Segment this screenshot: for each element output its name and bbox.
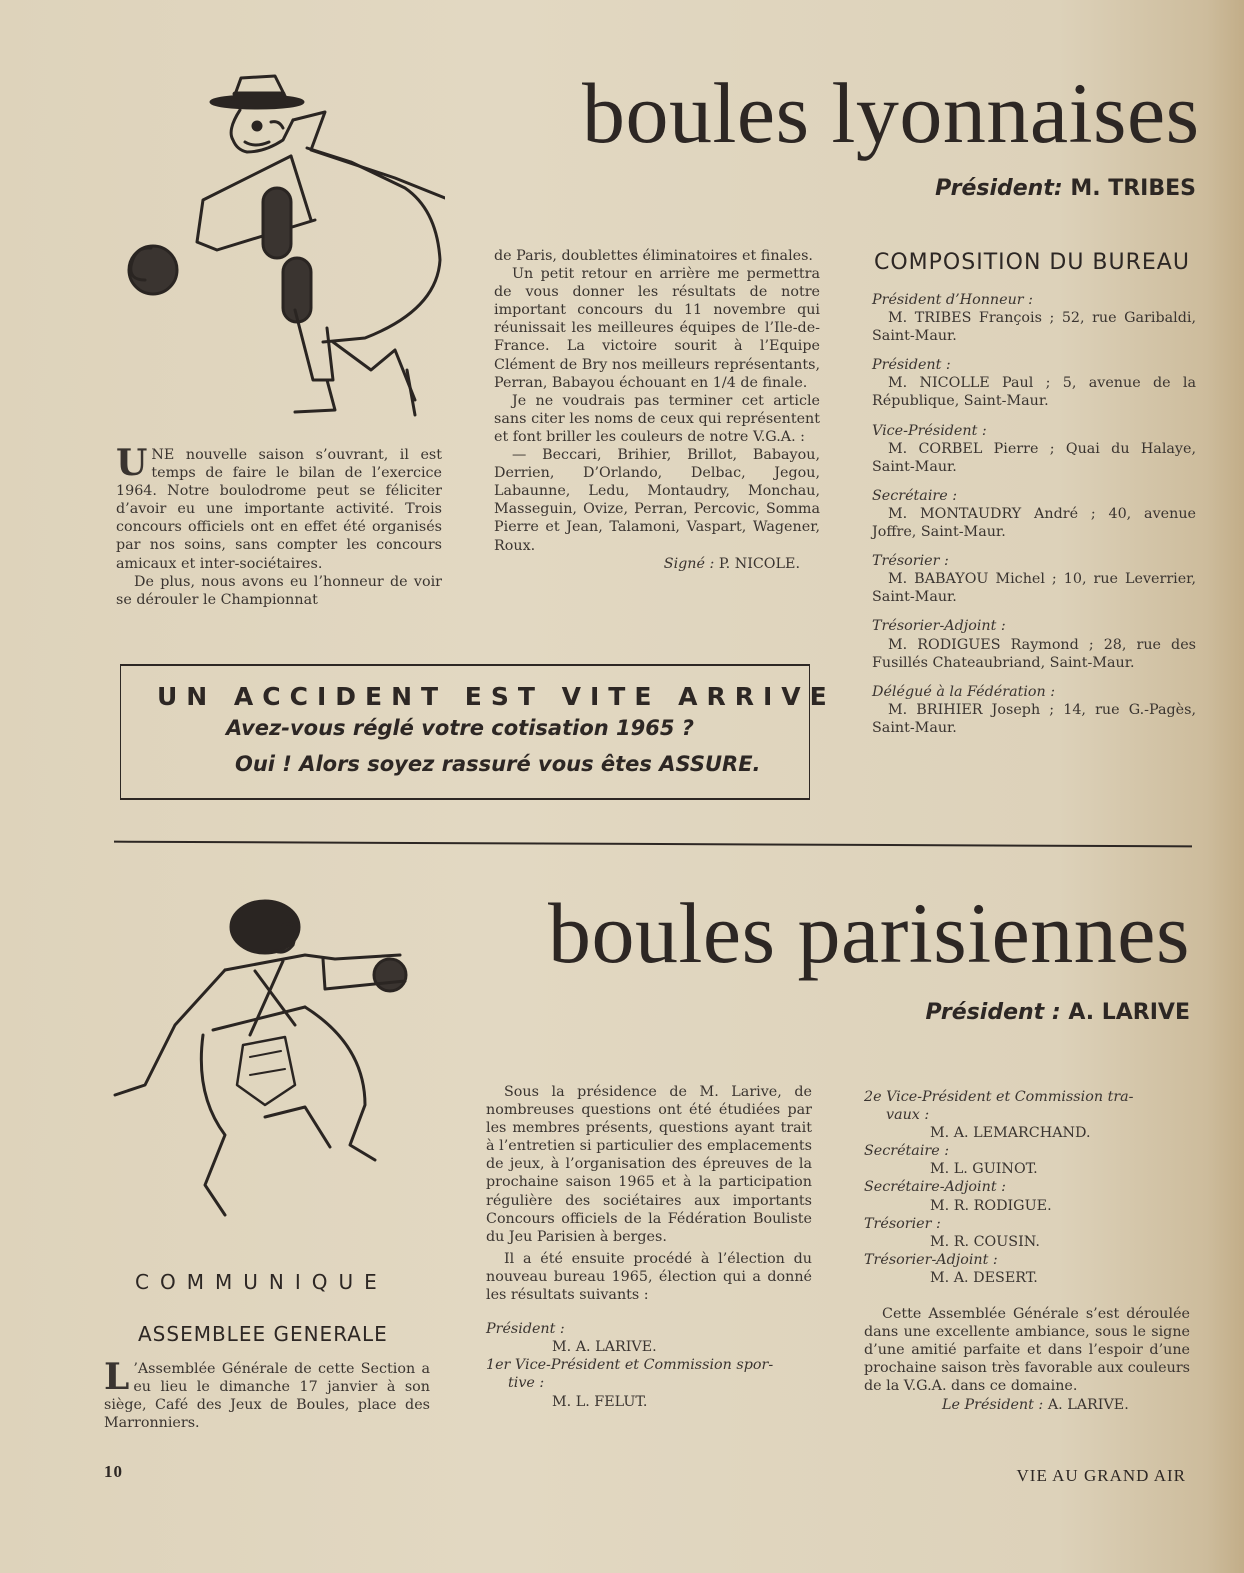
parisiennes-president — [925, 1000, 1190, 1025]
continuation-paragraph: de Paris, doublettes éliminatoires et finales. — [494, 248, 813, 264]
thanks-paragraph: Je ne voudrais pas terminer cet article sans citer les noms de ceux qui représentent et font briller les couleurs de notre V.G.A. : — [494, 392, 820, 445]
names-paragraph: — Beccari, Brihier, Brillot, Babayou, Derrien, D’Orlando, Delbac, Jegou, Labaunne, Ledu, Montaudry, Monchau, Masseguin, Ovize, Perran, Percovic, Somma Pierre et Jean, Talamoni, Vaspart, Wagener, Roux. — [494, 447, 820, 554]
bureau-person: M. TRIBES François ; 52, rue Garibaldi, Saint-Maur. — [872, 310, 1196, 345]
meeting-paragraph: Sous la présidence de M. Larive, de nombreuses questions ont été étudiées par les membres présents, questions ayant trait à l’entretien si particulier des emplacements de jeux, à l’organisation des épreuves de la prochaine saison 1965 et à la participation régulière des sociétaires aux importants Concours officiels de la Fédération Bouliste du Jeu Parisien à berges. — [486, 1084, 812, 1245]
boules-player-hat-illustration — [115, 70, 445, 425]
bureau-entry — [872, 356, 1196, 410]
intro-paragraph: NE nouvelle saison s’ouvrant, il est temps de faire le bilan de l’exercice 1964. Notre boulodrome peut se féliciter d’avoir eu une importante activité. Trois concours officiels ont en effet été organisés par nos soins, sans compter les concours amicaux et inter-sociétaires. — [116, 447, 442, 572]
president-name: A. LARIVE — [1068, 1000, 1190, 1025]
bureau-role: Délégué à la Fédération : — [872, 683, 1056, 700]
signature — [494, 555, 820, 573]
result-person: M. A. LARIVE. — [552, 1339, 657, 1356]
bureau-entry — [872, 552, 1196, 606]
parisiennes-title: boules parisiennes — [548, 885, 1190, 981]
result-person: M. L. FELUT. — [552, 1393, 648, 1410]
result-person: M. A. DESERT. — [930, 1269, 1038, 1286]
result-role: 1er Vice-Président et Commission spor- — [486, 1357, 774, 1374]
parisiennes-column-3 — [864, 1088, 1190, 1414]
intro-paragraph: ’Assemblée Générale de cette Section a eu lieu le dimanche 17 janvier à son siège, Café des Jeux de Boules, place des Marronniers. — [104, 1361, 430, 1432]
result-person: M. R. COUSIN. — [930, 1233, 1040, 1250]
election-results-part-1 — [486, 1320, 812, 1410]
bureau-role: Trésorier : — [872, 553, 949, 570]
boules-player-beret-illustration — [105, 885, 415, 1220]
result-person: M. R. RODIGUE. — [930, 1197, 1052, 1214]
bureau-entry — [872, 487, 1196, 541]
notice-line-1: Avez-vous réglé votre cotisation 1965 ? — [226, 716, 694, 740]
bureau-role: Président : — [872, 357, 951, 374]
result-person: M. A. LEMARCHAND. — [930, 1125, 1091, 1142]
election-paragraph: Il a été ensuite procédé à l’élection du nouveau bureau 1965, élection qui a donné les résultats suivants : — [486, 1250, 812, 1304]
signed-name: P. NICOLE. — [718, 555, 800, 572]
parisiennes-column-2 — [486, 1083, 812, 1411]
election-results-part-2 — [864, 1088, 1190, 1287]
bureau-person: M. NICOLLE Paul ; 5, avenue de la République, Saint-Maur. — [872, 375, 1196, 410]
dropcap: U — [116, 442, 148, 484]
communique-heading: COMMUNIQUE — [135, 1270, 388, 1294]
magazine-name: VIE AU GRAND AIR — [1016, 1466, 1186, 1485]
result-role: Secrétaire : — [864, 1143, 950, 1160]
president-label: Président : — [925, 1000, 1061, 1025]
page-number: 10 — [104, 1462, 123, 1481]
lyonnaises-column-2 — [494, 247, 820, 573]
bureau-heading: COMPOSITION DU BUREAU — [874, 250, 1190, 275]
closing-paragraph: Cette Assemblée Générale s’est déroulée dans une excellente ambiance, sous le signe d’une amitié parfaite et dans l’espoir d’une prochaine saison très favorable aux couleurs de la V.G.A. dans ce domaine. — [864, 1306, 1190, 1395]
result-role: Trésorier-Adjoint : — [864, 1251, 998, 1268]
notice-line-2: Oui ! Alors soyez rassuré vous êtes ASSURE. — [235, 752, 761, 776]
bureau-role: Trésorier-Adjoint : — [872, 618, 1006, 635]
bureau-person: M. RODIGUES Raymond ; 28, rue des Fusillés Chateaubriand, Saint-Maur. — [872, 636, 1196, 671]
bureau-person: M. MONTAUDRY André ; 40, avenue Joffre, Saint-Maur. — [872, 505, 1196, 541]
bureau-role: Secrétaire : — [872, 487, 958, 504]
insurance-notice-box — [120, 664, 836, 800]
notice-headline: UN ACCIDENT EST VITE ARRIVE — [157, 682, 836, 711]
parisiennes-intro — [104, 1356, 430, 1432]
signed-label: Signé : — [663, 555, 715, 572]
assembly-heading: ASSEMBLEE GENERALE — [138, 1322, 388, 1346]
result-role: Secrétaire-Adjoint : — [864, 1179, 1006, 1196]
bureau-entry — [872, 291, 1196, 345]
bureau-role: Vice-Président : — [872, 422, 987, 439]
dropcap: L — [104, 1356, 130, 1398]
bureau-list — [872, 280, 1196, 737]
intro-paragraph-2: De plus, nous avons eu l’honneur de voir se dérouler le Championnat — [116, 573, 442, 608]
bureau-person: M. CORBEL Pierre ; Quai du Halaye, Saint-Maur. — [872, 440, 1196, 475]
signed-label: Le Président : — [942, 1396, 1044, 1413]
president-label: Président: — [935, 176, 1063, 201]
bureau-person: M. BRIHIER Joseph ; 14, rue G.-Pagès, Saint-Maur. — [872, 701, 1196, 736]
result-role: 2e Vice-Président et Commission tra- — [864, 1089, 1134, 1105]
bureau-entry — [872, 683, 1196, 737]
results-paragraph: Un petit retour en arrière me permettra de vous donner les résultats de notre important concours du 11 novembre qui réunissait les meilleures équipes de l’Ile-de-France. La victoire sourit à l’Equipe Clément de Bry nos meilleurs représentants, Perran, Babayou échouant en 1/4 de finale. — [494, 266, 820, 391]
illustration-lines — [129, 76, 445, 415]
lyonnaises-president — [935, 176, 1196, 201]
section-divider — [114, 841, 1192, 848]
signed-name: A. LARIVE. — [1047, 1396, 1129, 1413]
bureau-entry — [872, 617, 1196, 671]
result-role-continued: tive : — [508, 1375, 545, 1392]
lyonnaises-intro — [116, 442, 442, 609]
president-name: M. TRIBES — [1070, 176, 1196, 201]
result-role-continued: vaux : — [886, 1107, 930, 1124]
result-person: M. L. GUINOT. — [930, 1161, 1038, 1178]
lyonnaises-title: boules lyonnaises — [582, 65, 1200, 161]
bureau-role: Président d’Honneur : — [872, 292, 1033, 308]
result-role: Président : — [486, 1321, 565, 1338]
bureau-person: M. BABAYOU Michel ; 10, rue Leverrier, Saint-Maur. — [872, 571, 1196, 606]
closing-signature — [864, 1396, 1190, 1414]
result-role: Trésorier : — [864, 1215, 941, 1232]
bureau-entry — [872, 422, 1196, 476]
illustration-lines — [115, 901, 406, 1215]
